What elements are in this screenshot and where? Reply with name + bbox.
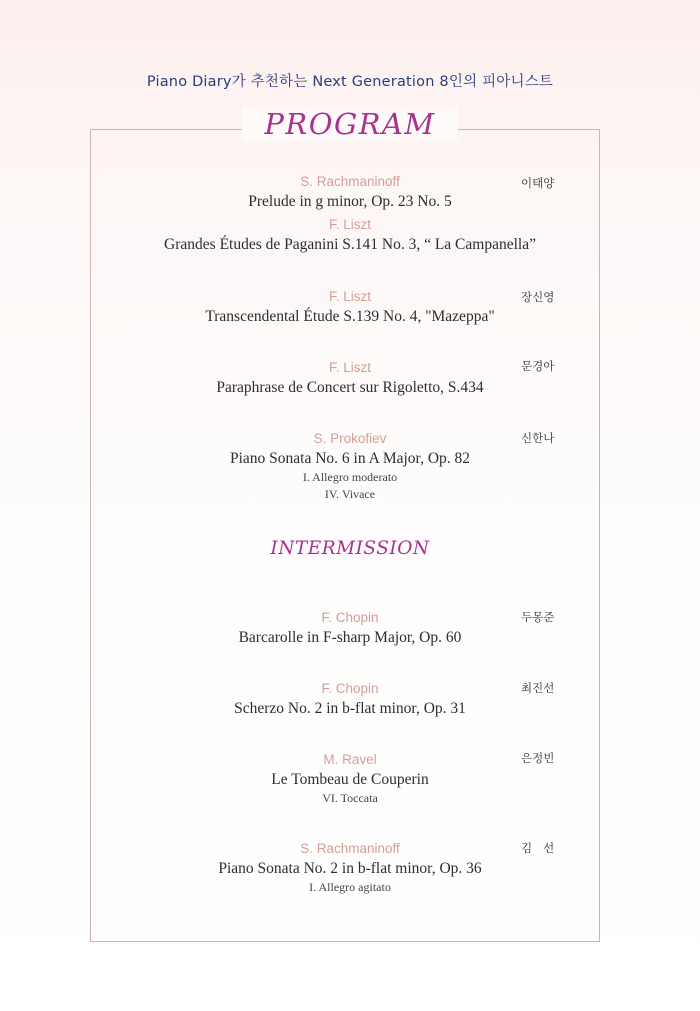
program-item xyxy=(0,840,700,896)
performer-name: 문경아 xyxy=(521,359,555,373)
intermission-heading: INTERMISSION xyxy=(270,538,430,559)
piece-title: Scherzo No. 2 in b-flat minor, Op. 31 xyxy=(234,700,466,717)
program-item xyxy=(0,680,700,719)
program-item xyxy=(0,359,700,398)
piece-title: Piano Sonata No. 6 in A Major, Op. 82 xyxy=(229,450,471,467)
performer-name: 이태양 xyxy=(521,176,555,190)
composer-name: S. Rachmaninoff xyxy=(300,174,400,189)
piece-title: Prelude in g minor, Op. 23 No. 5 xyxy=(248,193,452,210)
composer-name: F. Chopin xyxy=(321,681,379,696)
program-heading xyxy=(0,107,700,141)
program-item xyxy=(0,216,700,255)
piece-title: Grandes Études de Paganini S.141 No. 3, “ La Campanella” xyxy=(164,236,536,253)
composer-name: S. Prokofiev xyxy=(313,431,387,446)
composer-name: F. Liszt xyxy=(328,360,371,375)
program-item xyxy=(0,751,700,807)
program-heading-text: PROGRAM xyxy=(242,107,457,141)
program-item xyxy=(0,288,700,327)
movement-title: IV. Vivace xyxy=(324,487,376,501)
piece-title: Paraphrase de Concert sur Rigoletto, S.434 xyxy=(216,379,484,396)
performer-name: 최진선 xyxy=(521,681,555,695)
composer-name: S. Rachmaninoff xyxy=(300,841,400,856)
movement-title: VI. Toccata xyxy=(322,791,378,805)
piece-title: Transcendental Étude S.139 No. 4, "Mazeppa" xyxy=(205,308,495,325)
movement-title: I. Allegro moderato xyxy=(302,470,398,484)
concert-subtitle: Piano Diary가 추천하는 Next Generation 8인의 피아니스트 xyxy=(146,74,554,90)
program-item xyxy=(0,609,700,648)
performer-name: 장신영 xyxy=(521,290,555,304)
composer-name: F. Liszt xyxy=(328,217,371,232)
piece-title: Barcarolle in F-sharp Major, Op. 60 xyxy=(238,629,462,646)
piece-title: Le Tombeau de Couperin xyxy=(271,771,429,788)
composer-name: M. Ravel xyxy=(323,752,377,767)
performer-name: 김 선 xyxy=(521,841,555,855)
piece-title: Piano Sonata No. 2 in b-flat minor, Op. 36 xyxy=(218,860,482,877)
performer-name: 은정빈 xyxy=(521,751,555,765)
program-item xyxy=(0,430,700,503)
composer-name: F. Chopin xyxy=(321,610,379,625)
performer-name: 신한나 xyxy=(521,431,555,445)
performer-name: 두몽준 xyxy=(521,610,555,624)
composer-name: F. Liszt xyxy=(328,289,371,304)
movement-title: I. Allegro agitato xyxy=(309,880,391,894)
program-item xyxy=(0,173,700,212)
